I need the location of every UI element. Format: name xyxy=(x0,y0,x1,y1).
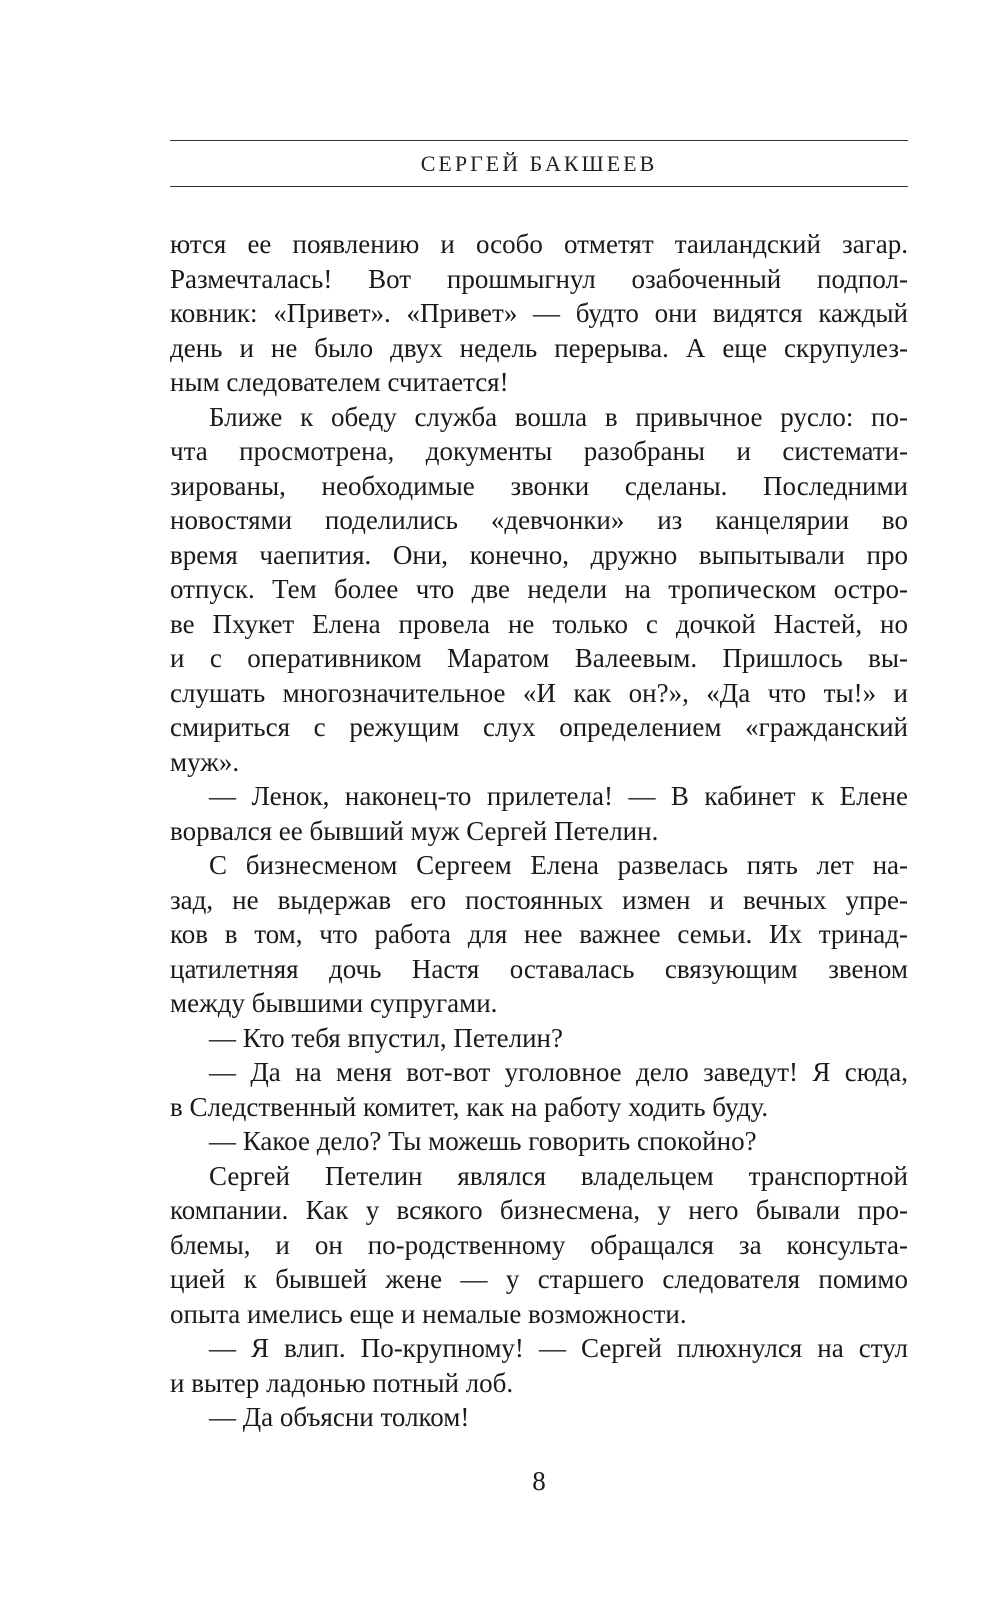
text-line: опыта имелись еще и немалые возможности. xyxy=(170,1298,687,1329)
text-line: — Да объясни толком! xyxy=(209,1402,470,1432)
text-line: новостями поделились «девчонки» из канцелярии во xyxy=(170,505,908,535)
text-line: компании. Как у всякого бизнесмена, у него бывали про- xyxy=(170,1195,908,1225)
text-line: — Ленок, наконец-то прилетела! — В кабинет к Елене xyxy=(209,781,908,811)
text-line: смириться с режущим слух определением «гражданский xyxy=(170,712,908,742)
text-line: блемы, и он по-родственному обращался за консульта- xyxy=(170,1229,908,1260)
text-line: ворвался ее бывший муж Сергей Петелин. xyxy=(170,815,659,846)
text-line: Ближе к обеду служба вошла в привычное русло: по- xyxy=(209,401,908,432)
text-line: ются ее появлению и особо отметят таиландский загар. xyxy=(170,229,908,259)
text-line: — Какое дело? Ты можешь говорить спокойно? xyxy=(209,1126,757,1156)
text-line: С бизнесменом Сергеем Елена развелась пять лет на- xyxy=(209,850,908,880)
header-rule-top xyxy=(170,140,908,141)
text-line: ве Пхукет Елена провела не только с дочкой Настей, но xyxy=(170,608,908,639)
running-head-author: СЕРГЕЙ БАКШЕЕВ xyxy=(420,151,658,176)
text-line: слушать многозначительное «И как он?», «Да что ты!» и xyxy=(170,677,908,708)
text-line: и с оперативником Маратом Валеевым. Пришлось вы- xyxy=(170,643,908,673)
text-line: день и не было двух недель перерыва. А еще скрупулез- xyxy=(170,332,908,363)
text-line: цатилетняя дочь Настя оставалась связующим звеном xyxy=(170,953,908,984)
text-line: ков в том, что работа для нее важнее семьи. Их тринад- xyxy=(170,919,908,949)
text-line: Размечталась! Вот прошмыгнул озабоченный подпол- xyxy=(170,263,908,294)
text-line: зированы, необходимые звонки сделаны. Последними xyxy=(170,470,908,501)
text-line: Сергей Петелин являлся владельцем транспортной xyxy=(209,1160,908,1191)
page-number: 8 xyxy=(532,1466,546,1496)
text-line: чта просмотрена, документы разобраны и системати- xyxy=(170,436,908,466)
text-line: время чаепития. Они, конечно, дружно выпытывали про xyxy=(170,539,908,570)
header-rule-bottom xyxy=(170,186,908,187)
text-line: ковник: «Привет». «Привет» — будто они видятся каждый xyxy=(170,298,908,328)
body-text xyxy=(170,227,908,1435)
text-line: — Кто тебя впустил, Петелин? xyxy=(209,1022,563,1053)
text-line: в Следственный комитет, как на работу ходить буду. xyxy=(170,1091,769,1122)
text-line: отпуск. Тем более что две недели на тропическом остро- xyxy=(170,574,908,604)
text-line: цией к бывшей жене — у старшего следователя помимо xyxy=(170,1264,908,1294)
text-line: между бывшими супругами. xyxy=(170,988,498,1018)
text-line: зад, не выдержав его постоянных измен и вечных упре- xyxy=(170,884,908,915)
text-line: — Я влип. По-крупному! — Сергей плюхнулся на стул xyxy=(209,1333,908,1363)
text-line: — Да на меня вот-вот уголовное дело заведут! Я сюда, xyxy=(209,1057,908,1087)
text-line: ным следователем считается! xyxy=(170,367,509,397)
text-line: и вытер ладонью потный лоб. xyxy=(170,1367,514,1398)
text-line: муж». xyxy=(170,746,240,777)
